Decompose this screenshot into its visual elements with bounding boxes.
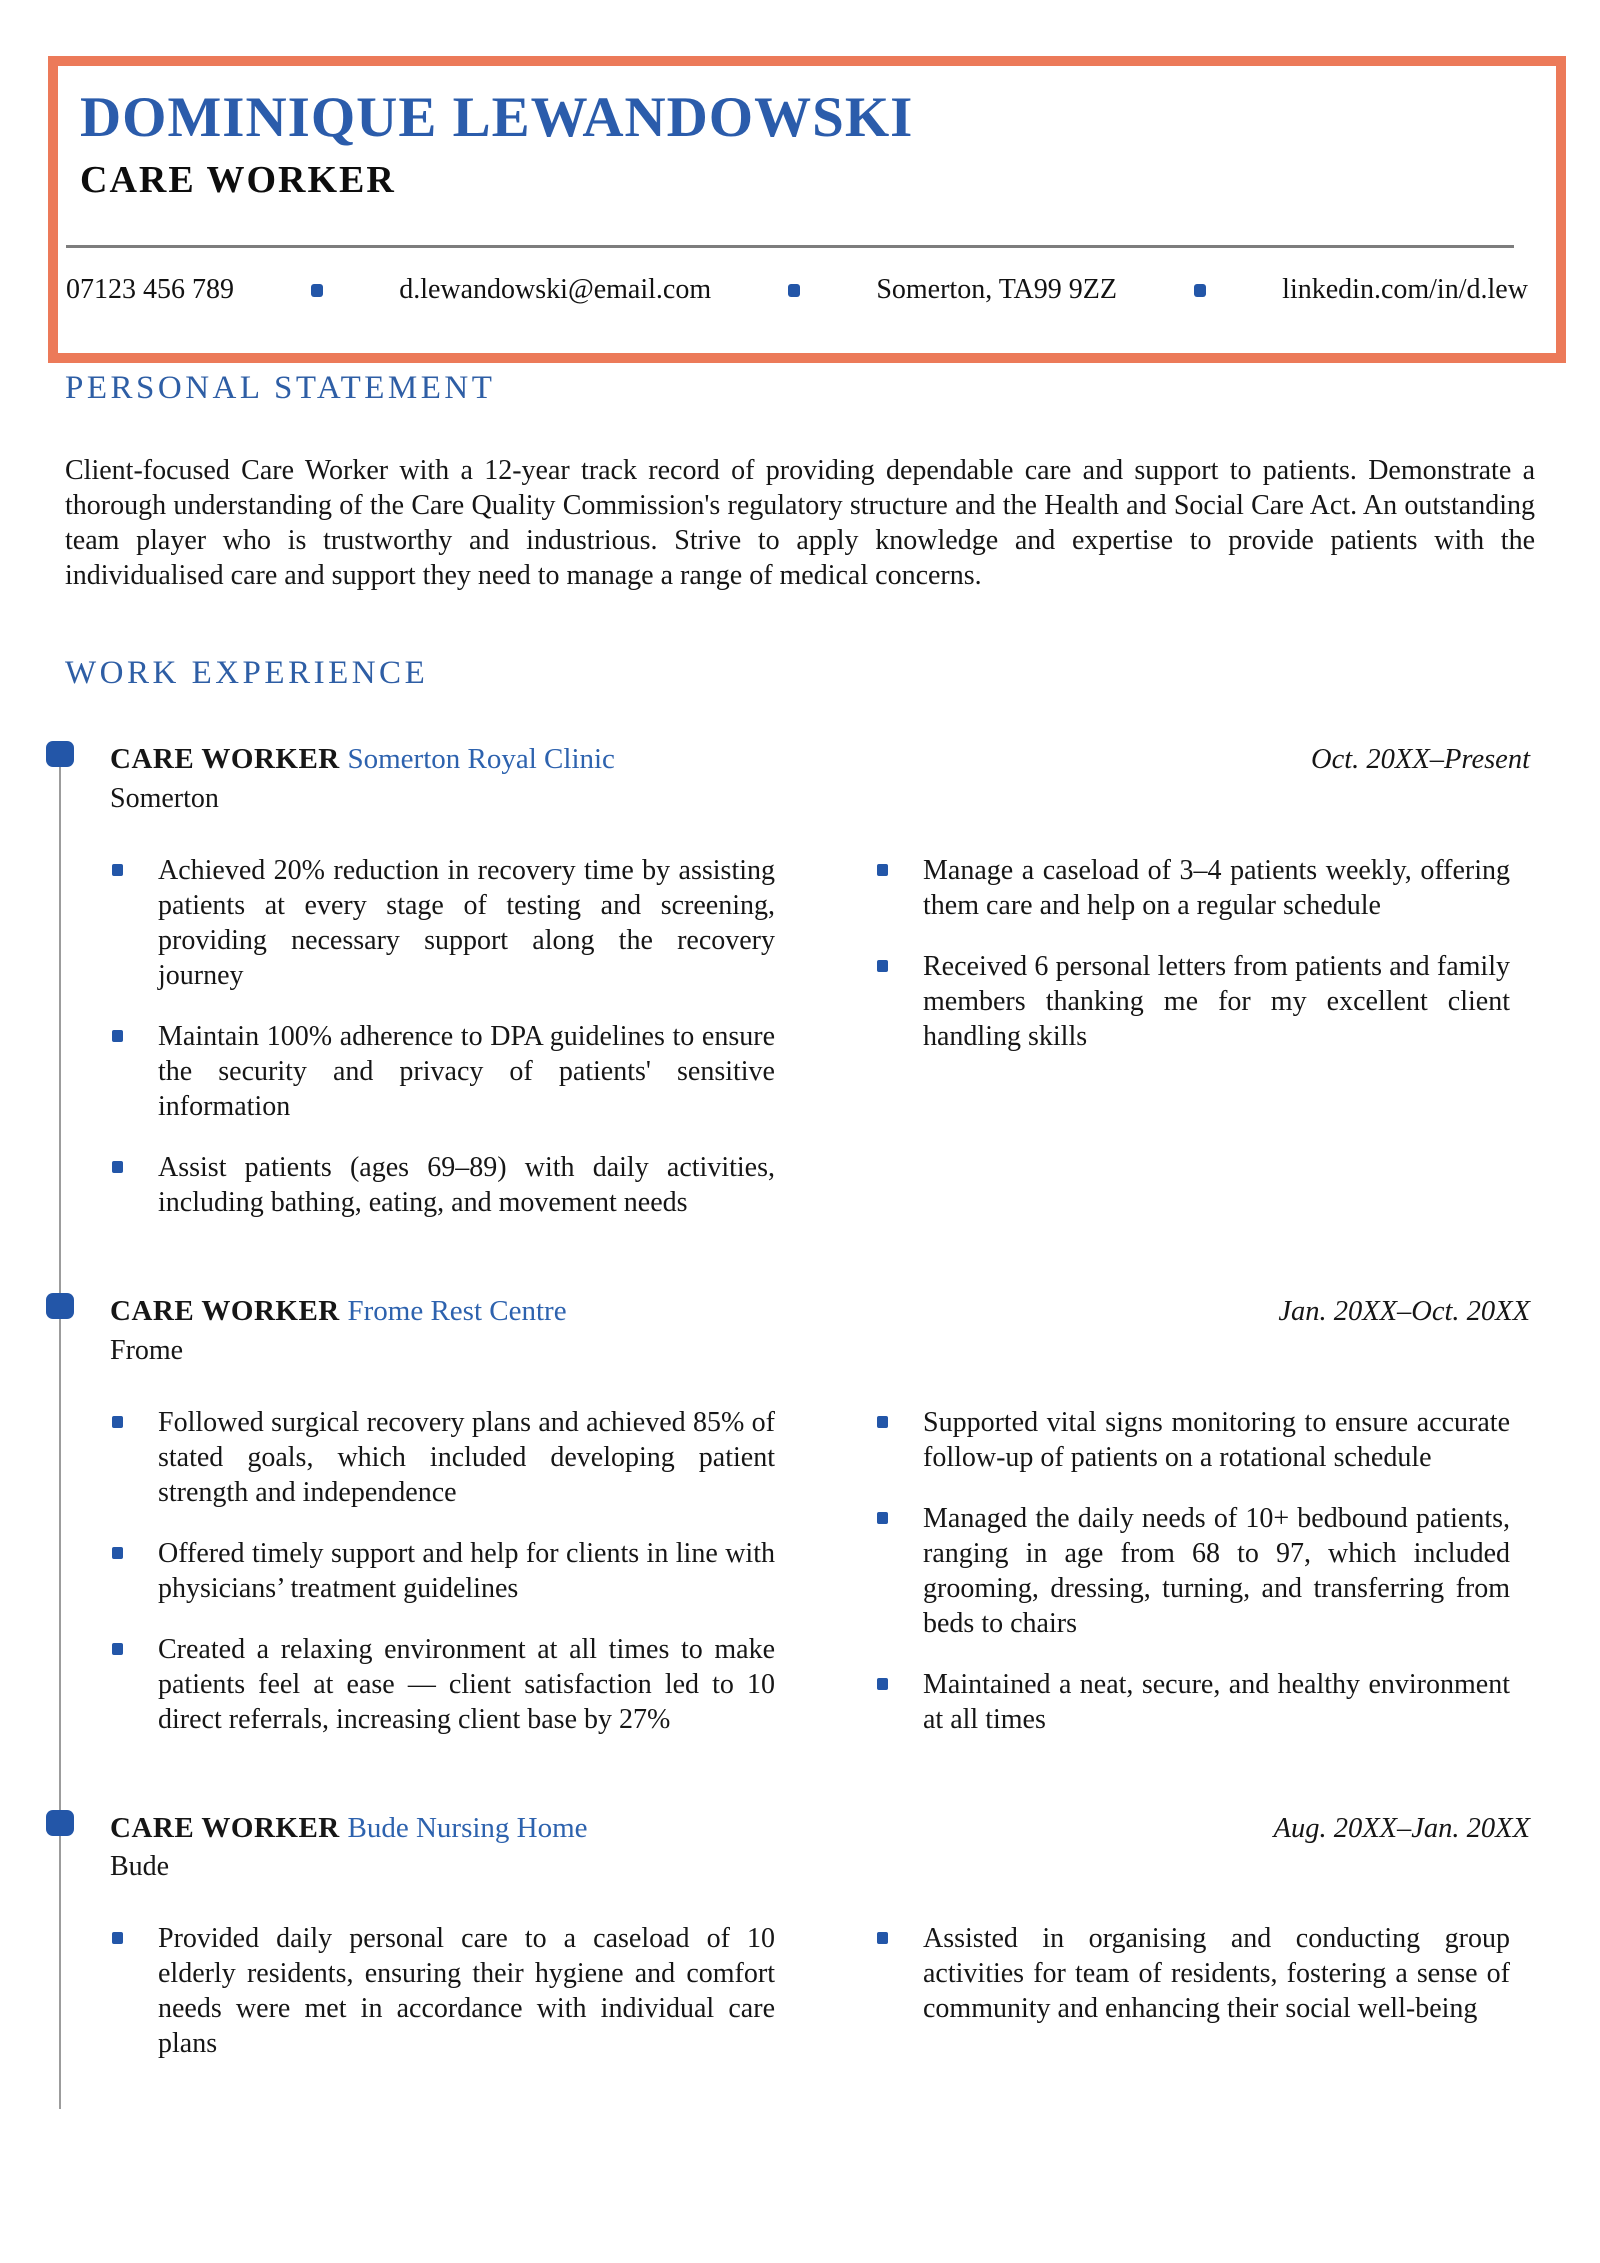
bullets-right-column — [875, 1921, 1510, 2061]
job-company: Bude Nursing Home — [347, 1811, 588, 1844]
bullet-item — [875, 949, 1510, 1054]
bullet-item — [875, 853, 1510, 923]
contact-phone: 07123 456 789 — [66, 274, 234, 305]
bullet-text: Maintained a neat, secure, and healthy environment at all times — [923, 1668, 1510, 1735]
bullet-item — [875, 1667, 1510, 1737]
job-head — [110, 1811, 1530, 1846]
bullet-square-icon — [112, 1161, 123, 1173]
bullet-square-icon — [877, 960, 888, 972]
bullet-square-icon — [112, 1030, 123, 1042]
bullet-square-icon — [877, 864, 888, 876]
job-location: Frome — [110, 1334, 184, 1366]
job-company: Somerton Royal Clinic — [347, 743, 615, 775]
bullet-item — [875, 1405, 1510, 1475]
contact-separator-icon — [1194, 284, 1206, 297]
job-role: CARE WORKER — [110, 743, 348, 775]
contact-linkedin: linkedin.com/in/d.lew — [1282, 274, 1528, 305]
work-experience-heading: WORK EXPERIENCE — [65, 655, 429, 691]
contact-separator-icon — [311, 284, 323, 297]
bullet-text: Maintain 100% adherence to DPA guidelines to ensure the security and privacy of patients' sensitive information — [158, 1020, 775, 1122]
header-box — [48, 56, 1566, 363]
bullet-item — [110, 1405, 775, 1510]
document-body — [65, 372, 1535, 2061]
timeline-marker-icon — [46, 1293, 74, 1319]
job-entry — [110, 1294, 1530, 1737]
bullet-text: Managed the daily needs of 10+ bedbound patients, ranging in age from 68 to 97, which included grooming, dressing, turning, and transferring from beds to chairs — [923, 1502, 1510, 1639]
job-role: CARE WORKER — [110, 1811, 348, 1844]
job-head — [110, 742, 1530, 777]
timeline-line — [59, 756, 61, 2109]
bullet-item — [110, 1921, 775, 2061]
contact-row — [66, 274, 1528, 306]
bullet-square-icon — [877, 1678, 888, 1690]
bullet-square-icon — [877, 1932, 888, 1944]
person-name: DOMINIQUE LEWANDOWSKI — [80, 86, 914, 149]
bullet-item — [875, 1501, 1510, 1641]
bullet-text: Offered timely support and help for clients in line with physicians’ treatment guidelines — [158, 1537, 775, 1604]
bullet-item — [110, 1150, 775, 1220]
bullet-square-icon — [112, 1416, 123, 1428]
personal-statement-heading: PERSONAL STATEMENT — [65, 370, 496, 406]
bullets-left-column — [110, 1405, 775, 1737]
job-company: Frome Rest Centre — [347, 1294, 567, 1327]
bullet-text: Supported vital signs monitoring to ensure accurate follow-up of patients on a rotational schedule — [923, 1406, 1510, 1473]
bullet-text: Followed surgical recovery plans and achieved 85% of stated goals, which included developing patient strength and independence — [158, 1406, 775, 1508]
bullet-text: Provided daily personal care to a caseload of 10 elderly residents, ensuring their hygiene and comfort needs were met in accordance with individual care plans — [158, 1923, 775, 2060]
bullet-square-icon — [112, 864, 123, 876]
bullet-square-icon — [112, 1547, 123, 1559]
bullet-item — [110, 1019, 775, 1124]
bullet-text: Assisted in organising and conducting group activities for team of residents, fostering a sense of community and enhancing their social well-being — [923, 1923, 1510, 2025]
job-head — [110, 1294, 1530, 1329]
bullets-right-column — [875, 853, 1510, 1220]
job-entry — [110, 742, 1530, 1220]
bullet-text: Created a relaxing environment at all times to make patients feel at ease — client satisfaction led to 10 direct referrals, increasing client base by 27% — [158, 1633, 775, 1735]
bullet-text: Achieved 20% reduction in recovery time by assisting patients at every stage of testing and screening, providing necessary support along the recovery journey — [158, 854, 775, 991]
job-dates: Jan. 20XX–Oct. 20XX — [1278, 1295, 1530, 1327]
person-job-title: CARE WORKER — [80, 159, 396, 201]
bullets-left-column — [110, 1921, 775, 2061]
job-entry — [110, 1811, 1530, 2062]
bullet-square-icon — [112, 1932, 123, 1944]
header-divider — [66, 245, 1514, 248]
bullets-left-column — [110, 853, 775, 1220]
bullet-item — [110, 853, 775, 993]
job-title — [110, 1811, 588, 1846]
bullet-text: Manage a caseload of 3–4 patients weekly, offering them care and help on a regular schedule — [923, 854, 1510, 921]
bullet-text: Assist patients (ages 69–89) with daily activities, including bathing, eating, and movement needs — [158, 1151, 775, 1218]
bullet-square-icon — [112, 1643, 123, 1655]
job-bullets — [110, 1921, 1530, 2061]
bullet-square-icon — [877, 1416, 888, 1428]
job-bullets — [110, 1405, 1530, 1737]
job-dates: Oct. 20XX–Present — [1311, 744, 1530, 775]
bullet-text: Received 6 personal letters from patients and family members thanking me for my excellent client handling skills — [923, 950, 1510, 1052]
job-dates: Aug. 20XX–Jan. 20XX — [1273, 1812, 1530, 1844]
job-title — [110, 742, 615, 777]
contact-separator-icon — [788, 284, 800, 297]
work-experience-list — [110, 742, 1530, 2061]
timeline-marker-icon — [46, 741, 74, 767]
timeline-marker-icon — [46, 1810, 74, 1836]
bullets-right-column — [875, 1405, 1510, 1737]
job-bullets — [110, 853, 1530, 1220]
bullet-item — [110, 1632, 775, 1737]
bullet-square-icon — [877, 1512, 888, 1524]
job-location: Bude — [110, 1851, 170, 1883]
job-title — [110, 1294, 567, 1329]
bullet-item — [875, 1921, 1510, 2026]
bullet-item — [110, 1536, 775, 1606]
job-role: CARE WORKER — [110, 1294, 348, 1327]
header-inner — [58, 66, 1556, 353]
contact-location: Somerton, TA99 9ZZ — [876, 274, 1117, 305]
personal-statement-text: Client-focused Care Worker with a 12-year track record of providing dependable care and support to patients. Demonstrate a thorough understanding of the Care Quality Commission's regulatory structure and the Health and Social Care Act. An outstanding team player who is trustworthy and industrious. Strive to apply knowledge and expertise to provide patients with the individualised care and support they need to manage a range of medical concerns. — [65, 455, 1535, 591]
contact-email: d.lewandowski@email.com — [399, 274, 712, 305]
job-location: Somerton — [110, 782, 219, 814]
